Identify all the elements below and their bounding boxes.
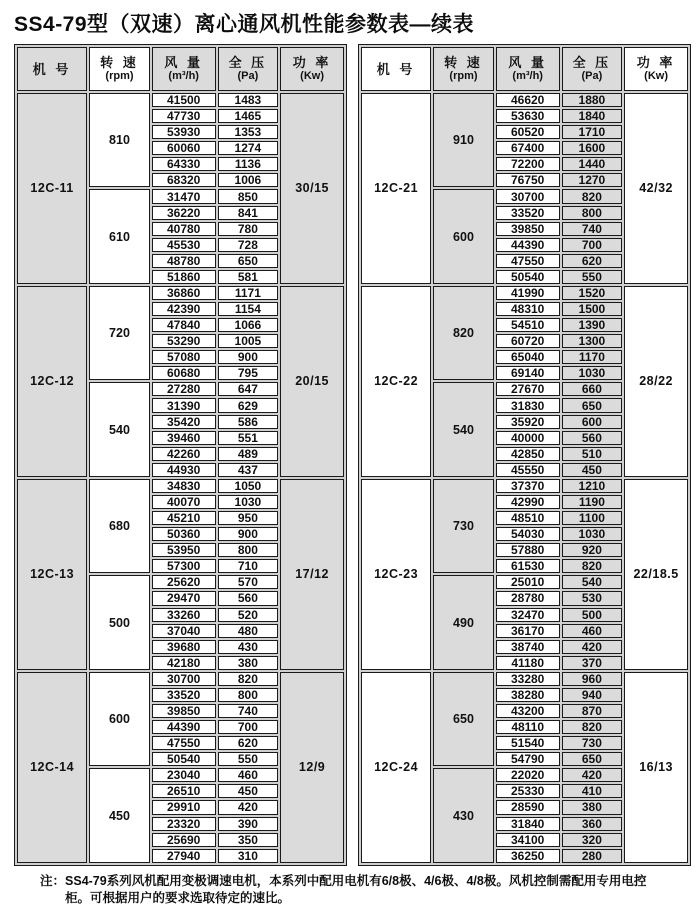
col-header-power-label: 功 率 bbox=[292, 55, 332, 70]
flow-cell: 57880 bbox=[496, 543, 560, 557]
table-body-right bbox=[361, 93, 688, 863]
col-header-power bbox=[280, 47, 344, 91]
pressure-cell: 800 bbox=[218, 688, 279, 702]
flow-cell: 31470 bbox=[152, 189, 216, 203]
flow-cell: 64330 bbox=[152, 157, 216, 171]
flow-cell: 27280 bbox=[152, 382, 216, 396]
flow-cell: 54790 bbox=[496, 752, 560, 766]
pressure-cell: 650 bbox=[562, 752, 623, 766]
pressure-cell: 960 bbox=[562, 672, 623, 686]
pressure-cell: 1154 bbox=[218, 302, 279, 316]
col-header-flow bbox=[152, 47, 216, 91]
pressure-cell: 820 bbox=[562, 189, 623, 203]
flow-cell: 42990 bbox=[496, 495, 560, 509]
pressure-cell: 1465 bbox=[218, 109, 279, 123]
pressure-cell: 795 bbox=[218, 366, 279, 380]
footnote-label: 注： bbox=[40, 874, 66, 888]
pressure-cell: 1483 bbox=[218, 93, 279, 107]
flow-cell: 32470 bbox=[496, 608, 560, 622]
flow-cell: 53950 bbox=[152, 543, 216, 557]
pressure-cell: 1030 bbox=[562, 366, 623, 380]
pressure-cell: 1005 bbox=[218, 334, 279, 348]
speed-cell: 820 bbox=[433, 286, 494, 380]
pressure-cell: 647 bbox=[218, 382, 279, 396]
col-header-flow-label: 风 量 bbox=[164, 55, 203, 70]
table-row bbox=[17, 286, 344, 300]
pressure-cell: 480 bbox=[218, 624, 279, 638]
col-header-pressure-label: 全 压 bbox=[572, 55, 612, 70]
flow-cell: 68320 bbox=[152, 173, 216, 187]
pressure-cell: 380 bbox=[218, 656, 279, 670]
flow-cell: 28780 bbox=[496, 591, 560, 605]
pressure-cell: 520 bbox=[218, 608, 279, 622]
page-title: SS4-79型（双速）离心通风机性能参数表—续表 bbox=[14, 13, 475, 36]
pressure-cell: 700 bbox=[218, 720, 279, 734]
pressure-cell: 740 bbox=[218, 704, 279, 718]
table-row bbox=[17, 93, 344, 107]
flow-cell: 28590 bbox=[496, 800, 560, 814]
model-cell: 12C-11 bbox=[17, 93, 87, 284]
pressure-cell: 820 bbox=[218, 672, 279, 686]
pressure-cell: 1171 bbox=[218, 286, 279, 300]
col-header-power-unit: (Kw) bbox=[644, 70, 668, 82]
pressure-cell: 280 bbox=[562, 849, 623, 863]
flow-cell: 23040 bbox=[152, 768, 216, 782]
flow-cell: 60060 bbox=[152, 141, 216, 155]
flow-cell: 25330 bbox=[496, 784, 560, 798]
flow-cell: 53930 bbox=[152, 125, 216, 139]
pressure-cell: 1880 bbox=[562, 93, 623, 107]
pressure-cell: 320 bbox=[562, 833, 623, 847]
power-cell: 42/32 bbox=[624, 93, 688, 284]
flow-cell: 33520 bbox=[152, 688, 216, 702]
pressure-cell: 1500 bbox=[562, 302, 623, 316]
pressure-cell: 510 bbox=[562, 447, 623, 461]
speed-cell: 540 bbox=[89, 382, 150, 476]
pressure-cell: 570 bbox=[218, 575, 279, 589]
col-header-pressure bbox=[562, 47, 623, 91]
flow-cell: 25690 bbox=[152, 833, 216, 847]
speed-cell: 600 bbox=[89, 672, 150, 766]
speed-cell: 720 bbox=[89, 286, 150, 380]
flow-cell: 42180 bbox=[152, 656, 216, 670]
pressure-cell: 1170 bbox=[562, 350, 623, 364]
pressure-cell: 380 bbox=[562, 800, 623, 814]
pressure-cell: 460 bbox=[562, 624, 623, 638]
power-cell: 28/22 bbox=[624, 286, 688, 477]
pressure-cell: 841 bbox=[218, 206, 279, 220]
pressure-cell: 1840 bbox=[562, 109, 623, 123]
header-row bbox=[361, 47, 688, 91]
pressure-cell: 650 bbox=[562, 398, 623, 412]
pressure-cell: 940 bbox=[562, 688, 623, 702]
pressure-cell: 540 bbox=[562, 575, 623, 589]
col-header-speed-unit: (rpm) bbox=[105, 70, 134, 82]
flow-cell: 41990 bbox=[496, 286, 560, 300]
flow-cell: 27670 bbox=[496, 382, 560, 396]
pressure-cell: 820 bbox=[562, 559, 623, 573]
pressure-cell: 560 bbox=[562, 431, 623, 445]
speed-cell: 500 bbox=[89, 575, 150, 669]
tables-container bbox=[0, 44, 700, 866]
flow-cell: 76750 bbox=[496, 173, 560, 187]
flow-cell: 36170 bbox=[496, 624, 560, 638]
flow-cell: 57080 bbox=[152, 350, 216, 364]
col-header-speed bbox=[433, 47, 494, 91]
flow-cell: 50540 bbox=[152, 752, 216, 766]
flow-cell: 38740 bbox=[496, 640, 560, 654]
flow-cell: 48780 bbox=[152, 254, 216, 268]
pressure-cell: 420 bbox=[562, 768, 623, 782]
flow-cell: 33280 bbox=[496, 672, 560, 686]
pressure-cell: 450 bbox=[562, 463, 623, 477]
speed-cell: 610 bbox=[89, 189, 150, 283]
pressure-cell: 450 bbox=[218, 784, 279, 798]
pressure-cell: 430 bbox=[218, 640, 279, 654]
speed-cell: 730 bbox=[433, 479, 494, 573]
flow-cell: 30700 bbox=[152, 672, 216, 686]
pressure-cell: 530 bbox=[562, 591, 623, 605]
flow-cell: 61530 bbox=[496, 559, 560, 573]
pressure-cell: 551 bbox=[218, 431, 279, 445]
flow-cell: 39680 bbox=[152, 640, 216, 654]
pressure-cell: 560 bbox=[218, 591, 279, 605]
table-row bbox=[361, 479, 688, 493]
model-cell: 12C-14 bbox=[17, 672, 87, 863]
flow-cell: 36250 bbox=[496, 849, 560, 863]
speed-cell: 810 bbox=[89, 93, 150, 187]
pressure-cell: 900 bbox=[218, 527, 279, 541]
pressure-cell: 1210 bbox=[562, 479, 623, 493]
speed-cell: 680 bbox=[89, 479, 150, 573]
pressure-cell: 1190 bbox=[562, 495, 623, 509]
pressure-cell: 550 bbox=[562, 270, 623, 284]
table-row bbox=[17, 672, 344, 686]
pressure-cell: 820 bbox=[562, 720, 623, 734]
flow-cell: 39850 bbox=[496, 222, 560, 236]
pressure-cell: 660 bbox=[562, 382, 623, 396]
flow-cell: 33260 bbox=[152, 608, 216, 622]
header-row bbox=[17, 47, 344, 91]
flow-cell: 72200 bbox=[496, 157, 560, 171]
flow-cell: 44930 bbox=[152, 463, 216, 477]
flow-cell: 47730 bbox=[152, 109, 216, 123]
col-header-machine bbox=[361, 47, 431, 91]
flow-cell: 33520 bbox=[496, 206, 560, 220]
flow-cell: 31830 bbox=[496, 398, 560, 412]
col-header-power-label: 功 率 bbox=[636, 55, 676, 70]
flow-cell: 29910 bbox=[152, 800, 216, 814]
flow-cell: 42260 bbox=[152, 447, 216, 461]
table-row bbox=[361, 286, 688, 300]
model-cell: 12C-22 bbox=[361, 286, 431, 477]
model-cell: 12C-12 bbox=[17, 286, 87, 477]
flow-cell: 27940 bbox=[152, 849, 216, 863]
pressure-cell: 920 bbox=[562, 543, 623, 557]
pressure-cell: 390 bbox=[218, 817, 279, 831]
pressure-cell: 1390 bbox=[562, 318, 623, 332]
flow-cell: 42390 bbox=[152, 302, 216, 316]
col-header-pressure-label: 全 压 bbox=[228, 55, 268, 70]
pressure-cell: 1710 bbox=[562, 125, 623, 139]
flow-cell: 50540 bbox=[496, 270, 560, 284]
pressure-cell: 700 bbox=[562, 238, 623, 252]
pressure-cell: 1136 bbox=[218, 157, 279, 171]
flow-cell: 37370 bbox=[496, 479, 560, 493]
pressure-cell: 420 bbox=[218, 800, 279, 814]
flow-cell: 50360 bbox=[152, 527, 216, 541]
power-cell: 16/13 bbox=[624, 672, 688, 863]
pressure-cell: 1520 bbox=[562, 286, 623, 300]
flow-cell: 45530 bbox=[152, 238, 216, 252]
pressure-cell: 360 bbox=[562, 817, 623, 831]
speed-cell: 450 bbox=[89, 768, 150, 863]
flow-cell: 44390 bbox=[152, 720, 216, 734]
col-header-flow-unit: (m³/h) bbox=[168, 70, 199, 82]
col-header-power bbox=[624, 47, 688, 91]
table-row bbox=[361, 672, 688, 686]
pressure-cell: 1050 bbox=[218, 479, 279, 493]
flow-cell: 45210 bbox=[152, 511, 216, 525]
pressure-cell: 437 bbox=[218, 463, 279, 477]
col-header-flow bbox=[496, 47, 560, 91]
pressure-cell: 489 bbox=[218, 447, 279, 461]
flow-cell: 48510 bbox=[496, 511, 560, 525]
flow-cell: 41180 bbox=[496, 656, 560, 670]
performance-table-left bbox=[14, 44, 347, 866]
model-cell: 12C-24 bbox=[361, 672, 431, 863]
performance-table-right bbox=[358, 44, 691, 866]
col-header-machine-label: 机 号 bbox=[32, 61, 72, 77]
flow-cell: 34100 bbox=[496, 833, 560, 847]
flow-cell: 41500 bbox=[152, 93, 216, 107]
col-header-speed bbox=[89, 47, 150, 91]
speed-cell: 430 bbox=[433, 768, 494, 863]
pressure-cell: 629 bbox=[218, 398, 279, 412]
pressure-cell: 850 bbox=[218, 189, 279, 203]
flow-cell: 48310 bbox=[496, 302, 560, 316]
flow-cell: 22020 bbox=[496, 768, 560, 782]
flow-cell: 36860 bbox=[152, 286, 216, 300]
pressure-cell: 1600 bbox=[562, 141, 623, 155]
flow-cell: 40000 bbox=[496, 431, 560, 445]
pressure-cell: 1030 bbox=[218, 495, 279, 509]
pressure-cell: 460 bbox=[218, 768, 279, 782]
flow-cell: 46620 bbox=[496, 93, 560, 107]
pressure-cell: 350 bbox=[218, 833, 279, 847]
flow-cell: 35420 bbox=[152, 415, 216, 429]
power-cell: 22/18.5 bbox=[624, 479, 688, 670]
col-header-machine-label: 机 号 bbox=[376, 61, 416, 77]
pressure-cell: 800 bbox=[562, 206, 623, 220]
table-header-left bbox=[17, 47, 344, 91]
table-body-left bbox=[17, 93, 344, 863]
flow-cell: 39850 bbox=[152, 704, 216, 718]
pressure-cell: 370 bbox=[562, 656, 623, 670]
flow-cell: 29470 bbox=[152, 591, 216, 605]
flow-cell: 40780 bbox=[152, 222, 216, 236]
table-row bbox=[361, 93, 688, 107]
flow-cell: 57300 bbox=[152, 559, 216, 573]
flow-cell: 48110 bbox=[496, 720, 560, 734]
pressure-cell: 410 bbox=[562, 784, 623, 798]
flow-cell: 42850 bbox=[496, 447, 560, 461]
pressure-cell: 1353 bbox=[218, 125, 279, 139]
table-header-right bbox=[361, 47, 688, 91]
pressure-cell: 586 bbox=[218, 415, 279, 429]
pressure-cell: 550 bbox=[218, 752, 279, 766]
speed-cell: 490 bbox=[433, 575, 494, 669]
col-header-pressure-unit: (Pa) bbox=[237, 70, 259, 82]
flow-cell: 23320 bbox=[152, 817, 216, 831]
col-header-speed-unit: (rpm) bbox=[449, 70, 478, 82]
pressure-cell: 500 bbox=[562, 608, 623, 622]
power-cell: 20/15 bbox=[280, 286, 344, 477]
pressure-cell: 710 bbox=[218, 559, 279, 573]
flow-cell: 51860 bbox=[152, 270, 216, 284]
pressure-cell: 900 bbox=[218, 350, 279, 364]
flow-cell: 39460 bbox=[152, 431, 216, 445]
flow-cell: 34830 bbox=[152, 479, 216, 493]
pressure-cell: 1066 bbox=[218, 318, 279, 332]
pressure-cell: 1006 bbox=[218, 173, 279, 187]
model-cell: 12C-21 bbox=[361, 93, 431, 284]
col-header-flow-label: 风 量 bbox=[508, 55, 547, 70]
flow-cell: 47550 bbox=[496, 254, 560, 268]
flow-cell: 30700 bbox=[496, 189, 560, 203]
flow-cell: 36220 bbox=[152, 206, 216, 220]
pressure-cell: 650 bbox=[218, 254, 279, 268]
flow-cell: 25010 bbox=[496, 575, 560, 589]
flow-cell: 67400 bbox=[496, 141, 560, 155]
footnote bbox=[0, 873, 700, 907]
flow-cell: 60680 bbox=[152, 366, 216, 380]
pressure-cell: 310 bbox=[218, 849, 279, 863]
pressure-cell: 581 bbox=[218, 270, 279, 284]
flow-cell: 40070 bbox=[152, 495, 216, 509]
table-row bbox=[17, 479, 344, 493]
flow-cell: 60520 bbox=[496, 125, 560, 139]
flow-cell: 25620 bbox=[152, 575, 216, 589]
flow-cell: 31840 bbox=[496, 817, 560, 831]
pressure-cell: 1030 bbox=[562, 527, 623, 541]
footnote-text: SS4-79系列风机配用变极调速电机，本系列中配用电机有6/8极、4/6极、4/8极。风机控制需配用专用电控柜。可根据用户的要求选取待定的速比。 bbox=[65, 874, 647, 905]
pressure-cell: 1274 bbox=[218, 141, 279, 155]
speed-cell: 600 bbox=[433, 189, 494, 283]
flow-cell: 43200 bbox=[496, 704, 560, 718]
pressure-cell: 420 bbox=[562, 640, 623, 654]
pressure-cell: 1440 bbox=[562, 157, 623, 171]
col-header-speed-label: 转 速 bbox=[444, 55, 483, 70]
flow-cell: 47550 bbox=[152, 736, 216, 750]
flow-cell: 26510 bbox=[152, 784, 216, 798]
pressure-cell: 1270 bbox=[562, 173, 623, 187]
col-header-pressure bbox=[218, 47, 279, 91]
model-cell: 12C-13 bbox=[17, 479, 87, 670]
flow-cell: 47840 bbox=[152, 318, 216, 332]
flow-cell: 31390 bbox=[152, 398, 216, 412]
col-header-pressure-unit: (Pa) bbox=[581, 70, 603, 82]
pressure-cell: 780 bbox=[218, 222, 279, 236]
pressure-cell: 950 bbox=[218, 511, 279, 525]
flow-cell: 53290 bbox=[152, 334, 216, 348]
col-header-machine bbox=[17, 47, 87, 91]
flow-cell: 53630 bbox=[496, 109, 560, 123]
flow-cell: 37040 bbox=[152, 624, 216, 638]
pressure-cell: 1100 bbox=[562, 511, 623, 525]
flow-cell: 51540 bbox=[496, 736, 560, 750]
pressure-cell: 870 bbox=[562, 704, 623, 718]
pressure-cell: 600 bbox=[562, 415, 623, 429]
power-cell: 12/9 bbox=[280, 672, 344, 863]
speed-cell: 910 bbox=[433, 93, 494, 187]
pressure-cell: 620 bbox=[218, 736, 279, 750]
col-header-power-unit: (Kw) bbox=[300, 70, 324, 82]
col-header-flow-unit: (m³/h) bbox=[512, 70, 543, 82]
flow-cell: 60720 bbox=[496, 334, 560, 348]
model-cell: 12C-23 bbox=[361, 479, 431, 670]
flow-cell: 44390 bbox=[496, 238, 560, 252]
speed-cell: 650 bbox=[433, 672, 494, 766]
power-cell: 17/12 bbox=[280, 479, 344, 670]
flow-cell: 65040 bbox=[496, 350, 560, 364]
speed-cell: 540 bbox=[433, 382, 494, 476]
pressure-cell: 1300 bbox=[562, 334, 623, 348]
pressure-cell: 620 bbox=[562, 254, 623, 268]
pressure-cell: 740 bbox=[562, 222, 623, 236]
col-header-speed-label: 转 速 bbox=[100, 55, 139, 70]
pressure-cell: 800 bbox=[218, 543, 279, 557]
flow-cell: 45550 bbox=[496, 463, 560, 477]
flow-cell: 69140 bbox=[496, 366, 560, 380]
flow-cell: 54510 bbox=[496, 318, 560, 332]
pressure-cell: 728 bbox=[218, 238, 279, 252]
flow-cell: 38280 bbox=[496, 688, 560, 702]
flow-cell: 54030 bbox=[496, 527, 560, 541]
power-cell: 30/15 bbox=[280, 93, 344, 284]
pressure-cell: 730 bbox=[562, 736, 623, 750]
flow-cell: 35920 bbox=[496, 415, 560, 429]
